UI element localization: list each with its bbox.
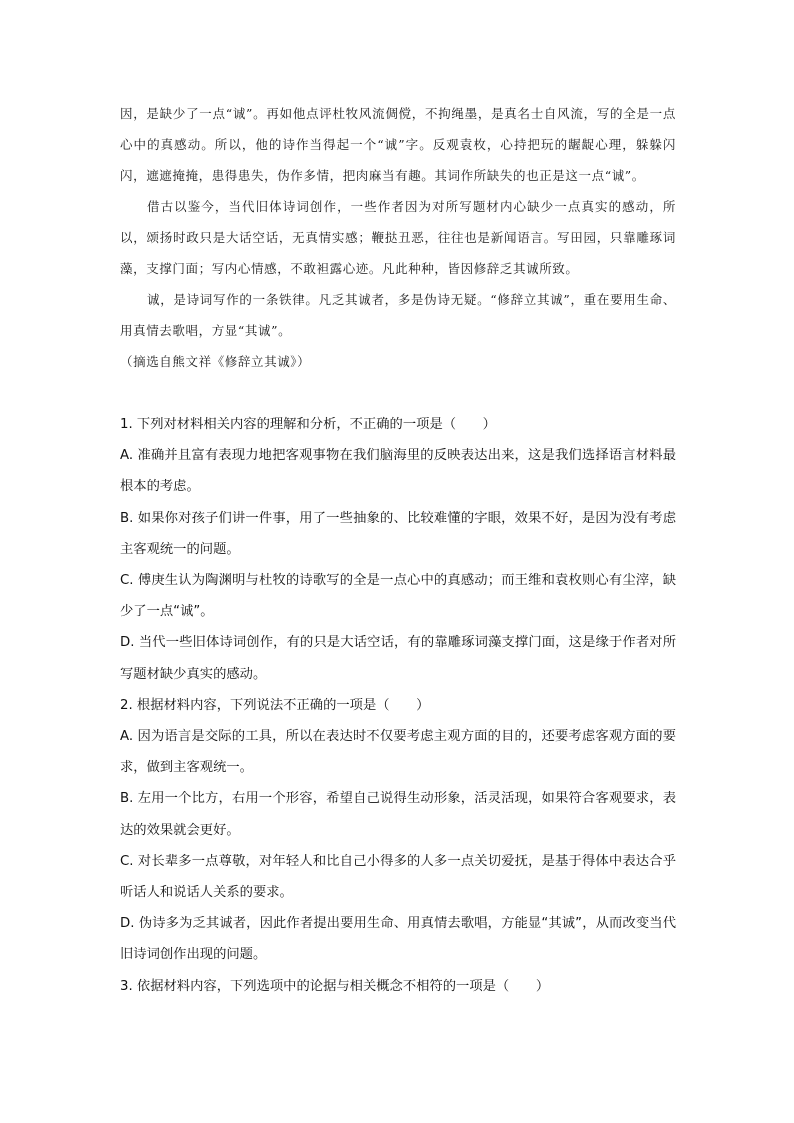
question-1-stem: 1. 下列对材料相关内容的理解和分析，不正确的一项是（ ） bbox=[120, 417, 496, 432]
passage-paragraph-3: 诚，是诗词写作的一条铁律。凡乏其诚者，多是伪诗无疑。“修辞立其诚”，重在要用生命、用真情去歌唱，方显“其诚”。 bbox=[120, 292, 676, 338]
question-2-option-d: D. 伪诗多为乏其诚者，因此作者提出要用生命、用真情去歌唱，方能显“其诚”，从而改变当代旧诗词创作出现的问题。 bbox=[120, 916, 676, 963]
question-1-option-d: D. 当代一些旧体诗词创作，有的只是大话空话，有的靠雕琢词藻支撑门面，这是缘于作者对所写题材缺少真实的感动。 bbox=[120, 635, 676, 682]
question-2-stem: 2. 根据材料内容，下列说法不正确的一项是（ ） bbox=[120, 697, 430, 713]
passage-paragraph-1: 因，是缺少了一点“诚”。再如他点评杜牧风流倜傥，不拘绳墨，是真名士自风流，写的全是一点心中的真感动。所以，他的诗作当得起一个“诚”字。反观袁枚，心持把玩的龌龊心理，躲躲闪闪，遮遮掩掩，患得患失，伪作多情，把肉麻当有趣。其词作所缺失的也正是这一点“诚”。 bbox=[120, 106, 676, 183]
question-1-option-c: C. 傅庚生认为陶渊明与杜牧的诗歌写的全是一点心中的真感动；而王维和袁枚则心有尘滓，缺少了一点“诚”。 bbox=[120, 573, 676, 620]
question-2-option-c: C. 对长辈多一点尊敬，对年轻人和比自己小得多的人多一点关切爱抚，是基于得体中表达合乎听话人和说话人关系的要求。 bbox=[120, 853, 676, 901]
question-1-option-a: A. 准确并且富有表现力地把客观事物在我们脑海里的反映表达出来，这是我们选择语言材料最根本的考虑。 bbox=[120, 448, 676, 495]
question-list bbox=[120, 409, 676, 1002]
reading-passage bbox=[120, 98, 676, 377]
question-3-stem: 3. 依据材料内容，下列选项中的论据与相关概念不相符的一项是（ ） bbox=[120, 978, 550, 994]
passage-source: （摘选自熊文祥《修辞立其诚》） bbox=[120, 354, 311, 369]
passage-paragraph-2: 借古以鉴今，当代旧体诗词创作，一些作者因为对所写题材内心缺少一点真实的感动，所以，颂扬时政只是大话空话，无真情实感；鞭挞丑恶，往往也是新闻语言。写田园，只靠雕琢词藻，支撑门面；写内心情感，不敢袒露心迹。凡此种种，皆因修辞乏其诚所致。 bbox=[120, 199, 676, 276]
question-2-option-a: A. 因为语言是交际的工具，所以在表达时不仅要考虑主观方面的目的，还要考虑客观方面的要求，做到主客观统一。 bbox=[120, 729, 676, 776]
question-1-option-b: B. 如果你对孩子们讲一件事，用了一些抽象的、比较难懂的字眼，效果不好，是因为没有考虑主客观统一的问题。 bbox=[120, 510, 676, 557]
question-2-option-b: B. 左用一个比方，右用一个形容，希望自己说得生动形象，活灵活现，如果符合客观要求，表达的效果就会更好。 bbox=[120, 791, 676, 838]
